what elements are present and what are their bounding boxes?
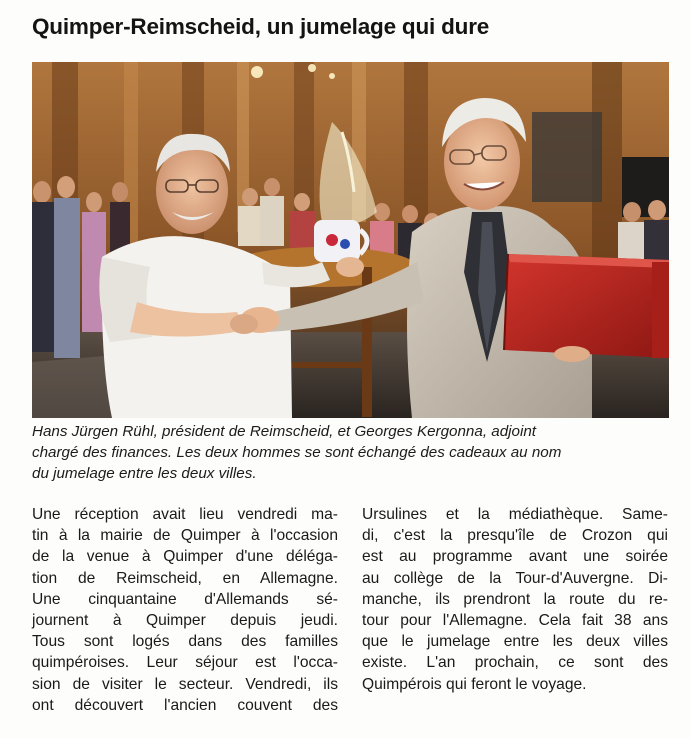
body-line: Une réception avait lieu vendredi ma- — [32, 506, 338, 523]
body-line: ont découvert l'ancien couvent des — [32, 696, 338, 714]
red-gift-box — [504, 254, 669, 358]
body-line: de la venue à Quimper d'une déléga- — [32, 548, 338, 566]
body-line: Ursulines et la médiathèque. Same- — [362, 506, 668, 523]
body-line: sion de visiter le secteur. Vendredi, ils — [32, 675, 338, 693]
body-line: quimpéroises. Leur séjour est l'occa- — [32, 654, 338, 672]
photo-handshake-scene — [32, 62, 669, 418]
body-line: Quimpérois qui feront le voyage. — [362, 675, 587, 693]
body-column-right — [362, 504, 668, 695]
body-line: tion de Reimscheid, en Allemagne. — [32, 569, 338, 587]
body-line: au collège de la Tour-d'Auvergne. Di- — [362, 569, 668, 587]
body-line: Une cinquantaine d'Allemands sé- — [32, 590, 338, 608]
body-line: tin à la mairie de Quimper à l'occasion — [32, 527, 338, 545]
photo-caption — [32, 421, 668, 484]
article-headline: Quimper-Reimscheid, un jumelage qui dure — [32, 14, 490, 39]
body-line: Tous sont logés dans des familles — [32, 633, 338, 651]
caption-line: chargé des finances. Les deux hommes se sont échangé des cadeaux au nom — [32, 444, 562, 461]
caption-line: Hans Jürgen Rühl, président de Reimscheid, et Georges Kergonna, adjoint — [32, 423, 537, 440]
body-line: journent à Quimper depuis jeudi. — [32, 611, 338, 629]
body-line: est au programme avant une soirée — [362, 548, 668, 566]
caption-line: du jumelage entre les deux villes. — [32, 465, 257, 482]
body-line: existe. L'an prochain, ce sont des — [362, 654, 668, 672]
body-column-left — [32, 504, 338, 716]
body-line: di, c'est la presqu'île de Crozon qui — [362, 527, 668, 545]
body-line: tour pour l'Allemagne. Cela fait 38 ans — [362, 611, 668, 629]
body-line: manche, ils prendront la route du re- — [362, 590, 668, 608]
article-photo — [32, 62, 669, 418]
body-line: que le jumelage entre les deux villes — [362, 633, 668, 651]
